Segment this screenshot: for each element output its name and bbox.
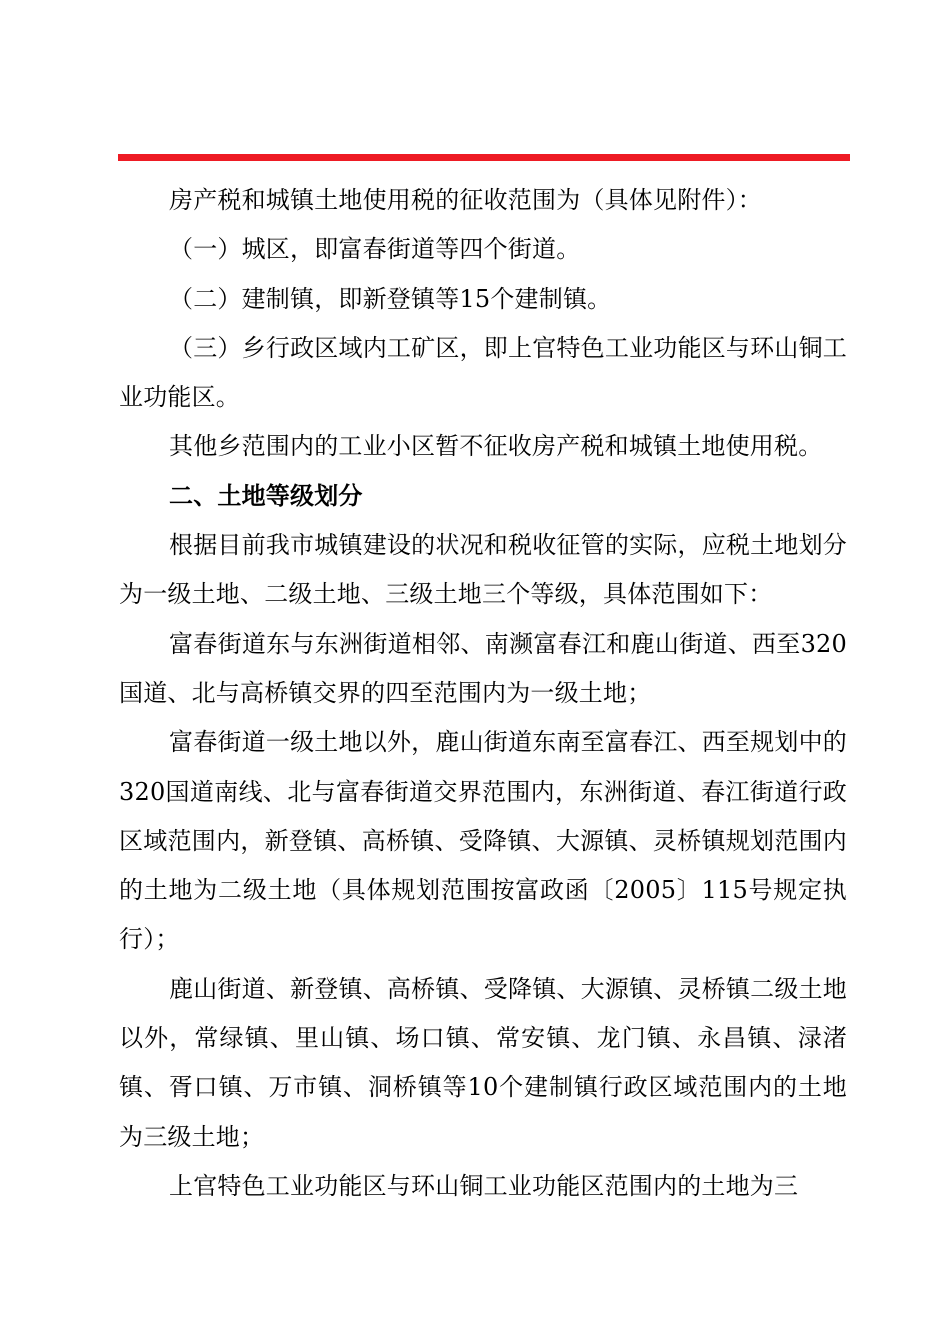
document-body	[119, 176, 847, 1211]
paragraph-exemption: 其他乡范围内的工业小区暂不征收房产税和城镇土地使用税。	[169, 432, 823, 461]
paragraph-grade-overview: 根据目前我市城镇建设的状况和税收征管的实际，应税土地划分为一级土地、二级土地、三级土地三个等级，具体范围如下：	[119, 531, 847, 609]
paragraph-grade-three: 鹿山街道、新登镇、高桥镇、受降镇、大源镇、灵桥镇二级土地以外，常绿镇、里山镇、场口镇、常安镇、龙门镇、永昌镇、渌渚镇、胥口镇、万市镇、洞桥镇等10个建制镇行政区域范围内的土地为三级土地；	[119, 974, 847, 1151]
paragraph-scope-towns: （二）建制镇，即新登镇等15个建制镇。	[169, 284, 612, 313]
paragraph-scope-intro: 房产税和城镇土地使用税的征收范围为（具体见附件）：	[169, 186, 762, 214]
paragraph-grade-three-industrial: 上官特色工业功能区与环山铜工业功能区范围内的土地为三	[169, 1171, 799, 1200]
section-heading-land-grade: 二、土地等级划分	[169, 481, 363, 510]
paragraph-grade-two: 富春街道一级土地以外，鹿山街道东南至富春江、西至规划中的320国道南线、北与富春街道交界范围内，东洲街道、春江街道行政区域范围内，新登镇、高桥镇、受降镇、大源镇、灵桥镇规划范围内的土地为二级土地（具体规划范围按富政函〔2005〕115号规定执行）；	[119, 728, 847, 954]
paragraph-grade-one: 富春街道东与东洲街道相邻、南濒富春江和鹿山街道、西至320国道、北与高桥镇交界的四至范围内为一级土地；	[119, 629, 847, 707]
paragraph-scope-industrial: （三）乡行政区域内工矿区，即上官特色工业功能区与环山铜工业功能区。	[119, 333, 847, 412]
paragraph-scope-urban: （一）城区，即富春街道等四个街道。	[169, 235, 581, 264]
red-header-rule	[118, 154, 850, 161]
